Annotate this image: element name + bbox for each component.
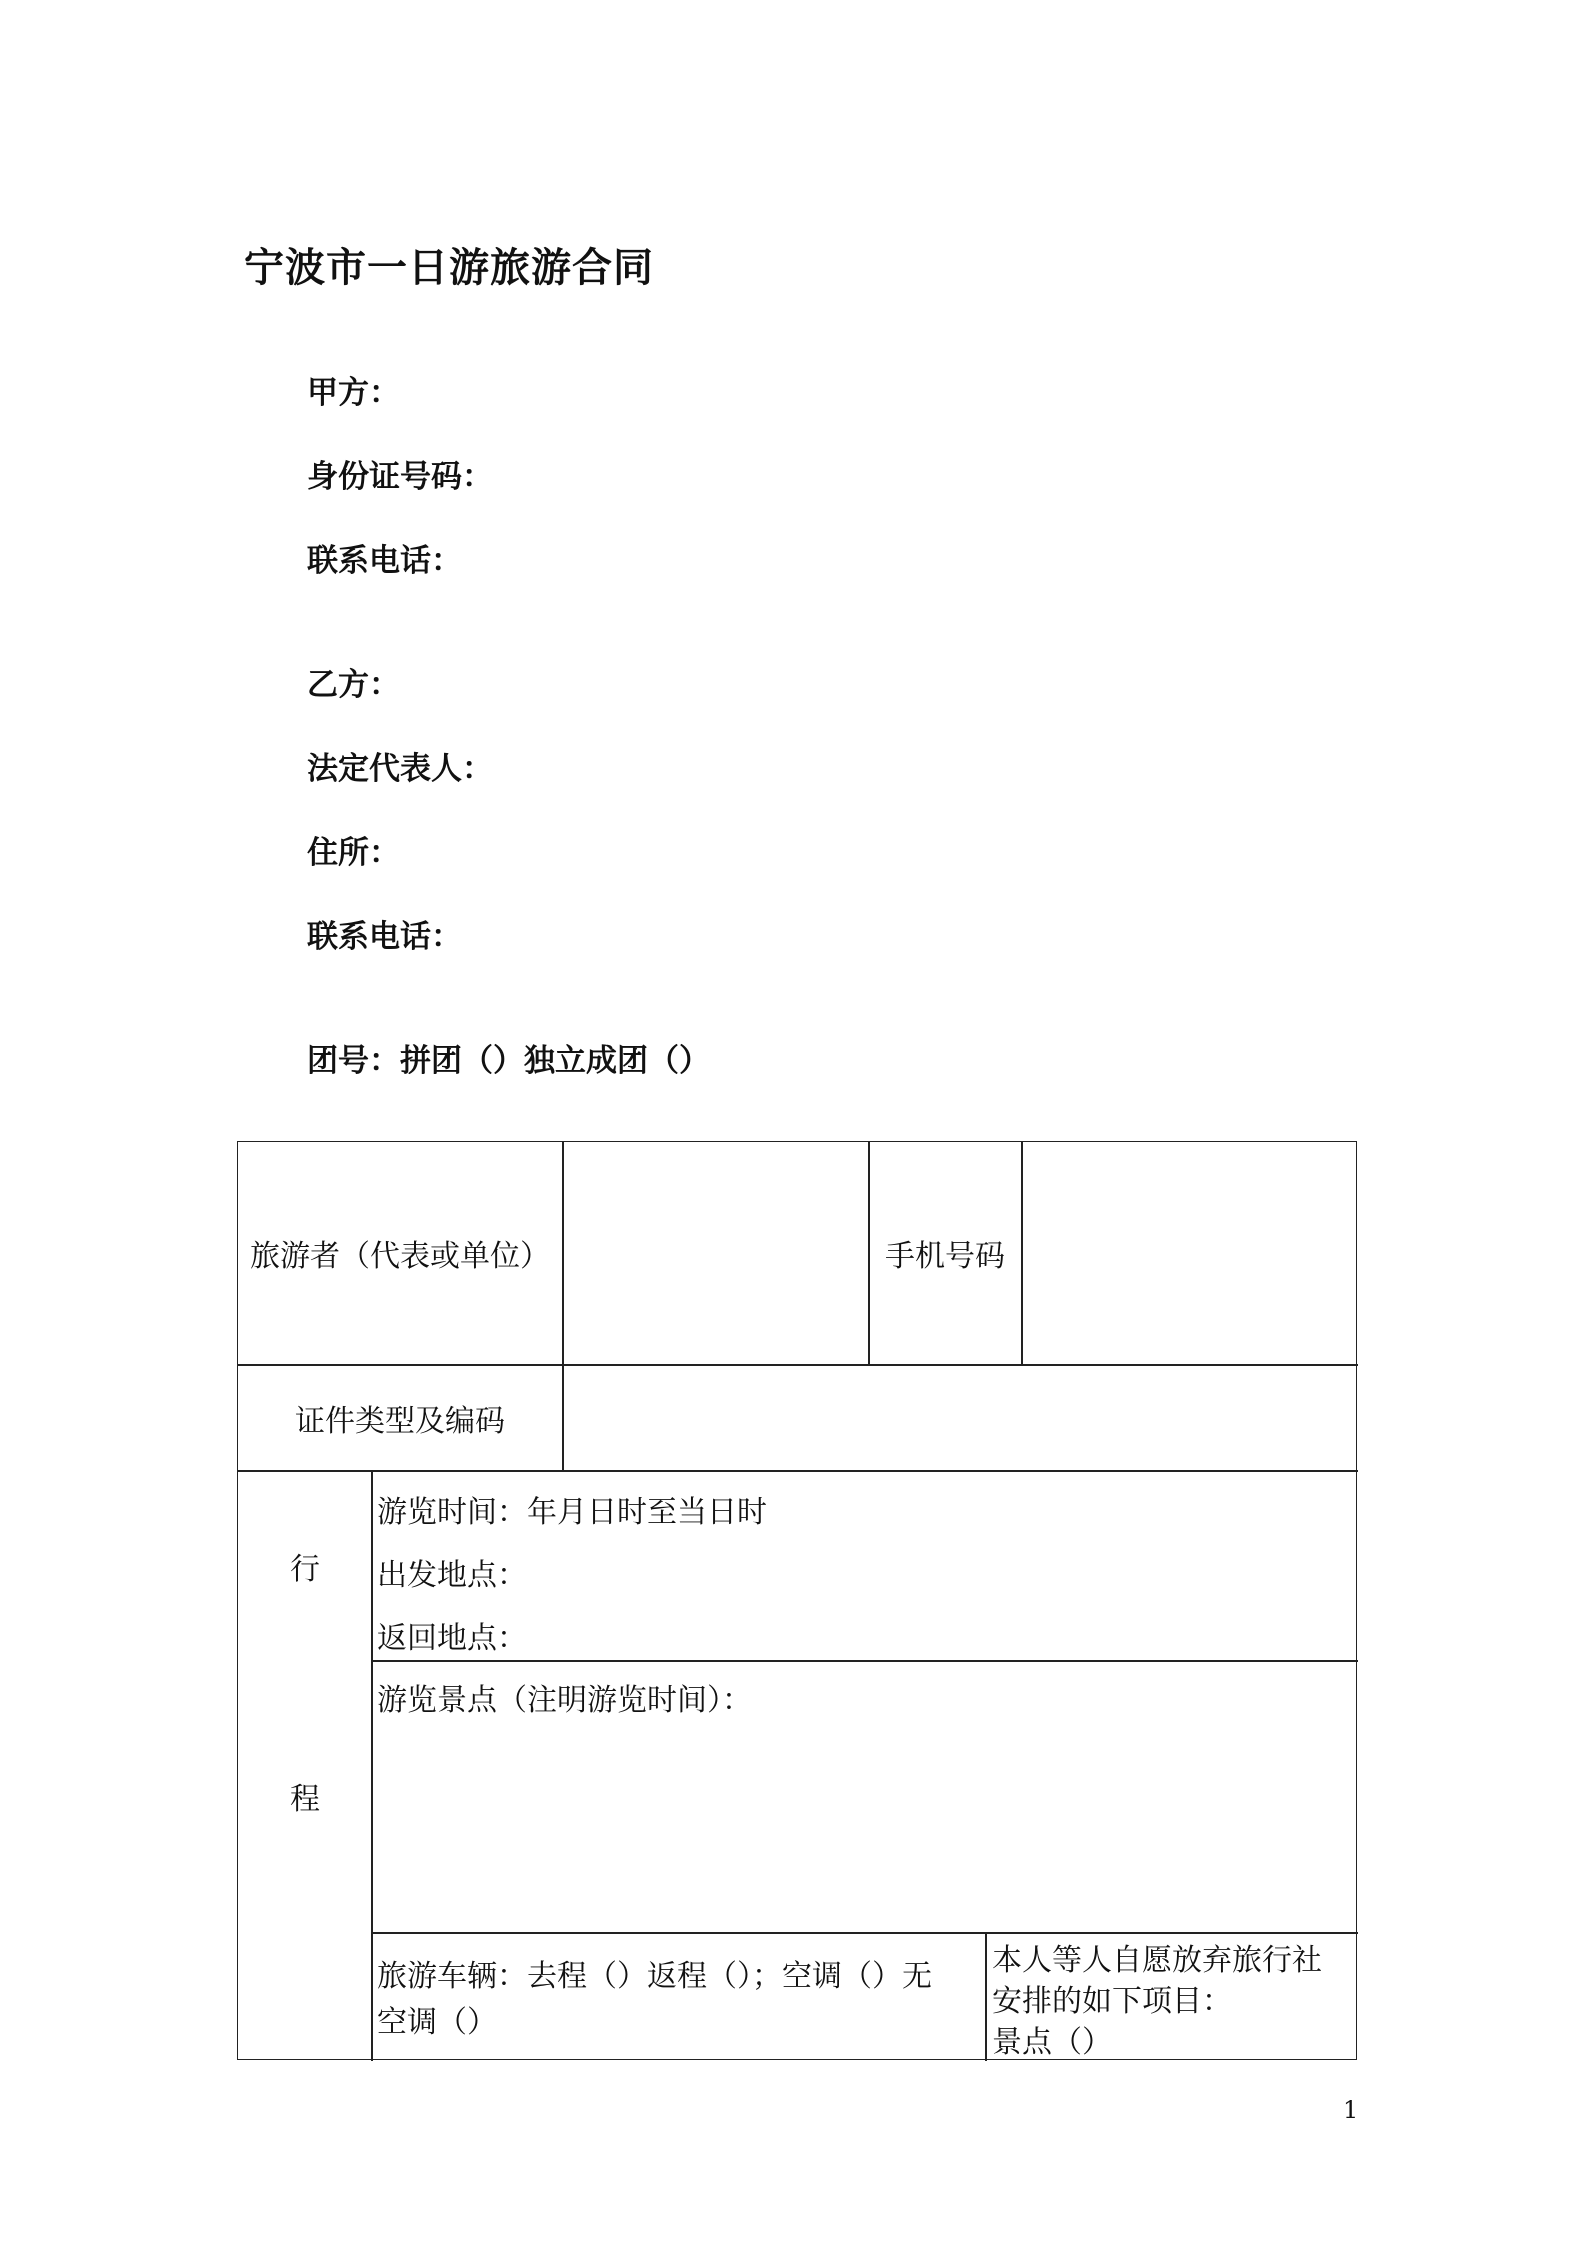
party-b-rep-label: 法定代表人： — [307, 751, 493, 787]
party-a-phone-label: 联系电话： — [307, 543, 462, 579]
page-number: 1 — [1343, 2096, 1359, 2124]
row-divider — [238, 1470, 1358, 1472]
waive-line-3: 景点（） — [992, 2025, 1112, 2060]
id-type-label: 证件类型及编码 — [295, 1403, 505, 1439]
itinerary-table — [237, 1141, 1357, 2060]
sights-label: 游览景点（注明游览时间）： — [377, 1683, 752, 1718]
party-b-address-label: 住所： — [307, 835, 400, 871]
traveler-label-cell — [238, 1142, 562, 1364]
vehicle-line-1: 旅游车辆：去程（）返程（）；空调（）无 — [377, 1959, 932, 1994]
itinerary-label-char-1: 行 — [290, 1552, 320, 1587]
mobile-value-cell[interactable] — [1022, 1142, 1358, 1364]
traveler-label: 旅游者（代表或单位） — [250, 1239, 550, 1274]
tour-time-label: 游览时间：年月日时至当日时 — [377, 1495, 767, 1530]
depart-place-label: 出发地点： — [377, 1558, 527, 1593]
col-divider — [985, 1932, 987, 2061]
party-a-id-label: 身份证号码： — [307, 459, 493, 495]
itinerary-label-char-2: 程 — [290, 1782, 320, 1817]
vehicle-line-2: 空调（） — [377, 2005, 497, 2040]
col-divider — [371, 1470, 373, 2061]
row-divider — [371, 1932, 1358, 1934]
mobile-label: 手机号码 — [885, 1239, 1005, 1274]
return-place-label: 返回地点： — [377, 1621, 527, 1656]
row-divider — [371, 1660, 1358, 1662]
waive-line-2: 安排的如下项目： — [992, 1984, 1232, 2019]
page-title: 宁波市一日游旅游合同 — [244, 245, 654, 291]
party-b-phone-label: 联系电话： — [307, 919, 462, 955]
group-type-label: 团号：拼团（）独立成团（） — [307, 1043, 710, 1079]
traveler-value-cell[interactable] — [563, 1142, 868, 1364]
party-a-label: 甲方： — [307, 375, 400, 411]
party-b-label: 乙方： — [307, 667, 400, 703]
waive-line-1: 本人等人自愿放弃旅行社 — [992, 1943, 1322, 1978]
id-type-value-cell[interactable] — [563, 1365, 1358, 1470]
id-type-label-cell — [238, 1365, 562, 1470]
mobile-label-cell — [869, 1142, 1021, 1364]
